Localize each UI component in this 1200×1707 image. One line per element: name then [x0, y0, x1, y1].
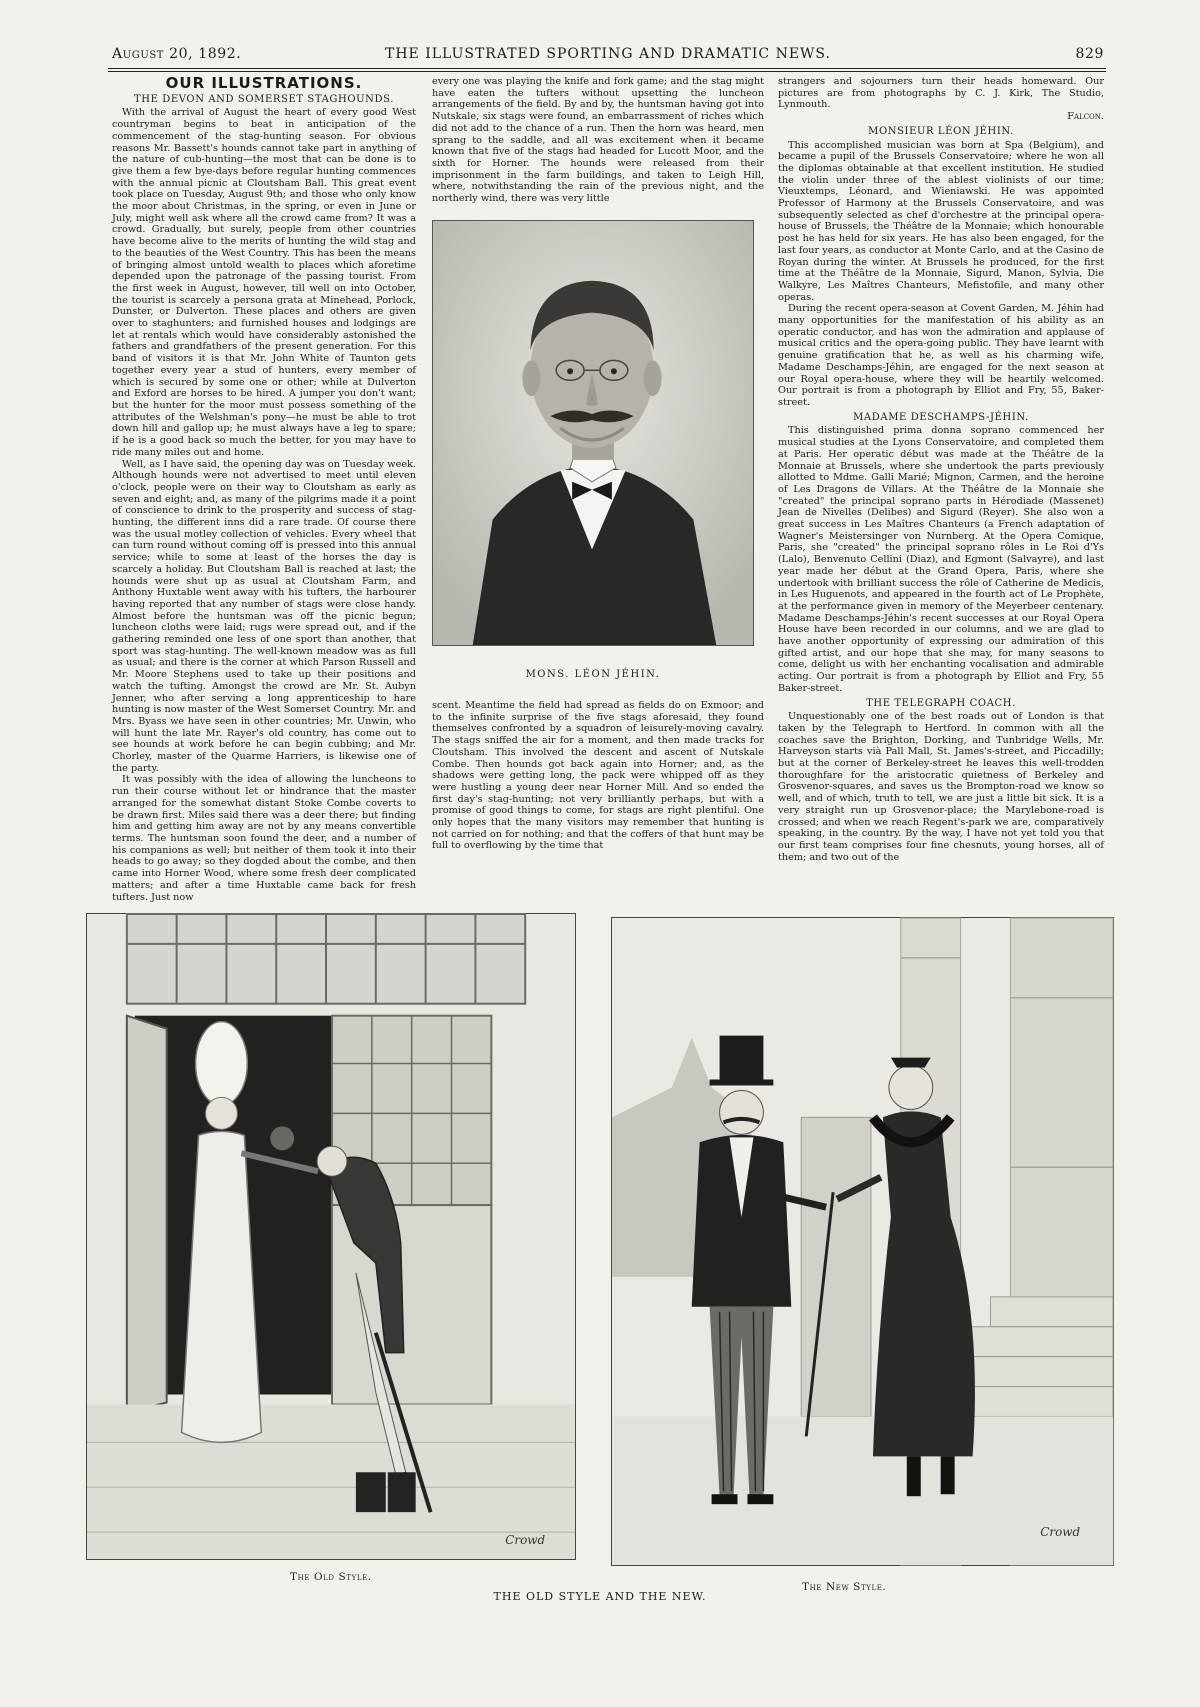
- portrait-leon-jehin: [432, 220, 754, 646]
- column-1: [112, 74, 416, 903]
- page-header: [112, 46, 1104, 68]
- caption-new-style: The New Style.: [802, 1581, 887, 1593]
- paragraph: Well, as I have said, the opening day was on Tuesday week. Although hounds were not advertised to meet until eleven o'clock, people were on their way to Cloutsham as early as seven and eight; and, as many of the pilgrims made it a point of conscience to drink to the prosperity and success of stag-hunting, the different inns did a rare trade. Of course there was the usual motley collection of vehicles. Every wheel that can turn round without coming off is pressed into this annual service; while to some at least of the horses the day is scarcely a holiday. But Cloutsham Ball is reached at last; the hounds were shut up as usual at Cloutsham Farm, and Anthony Huxtable went away with his tufters, the harbourer having reported that any number of stags were close handy. Almost before the huntsman was off the picnic begun; luncheon cloths were laid; rugs were spread out, and if the gathering reminded one less of one sport than another, that sport was stag-hunting. The well-known meadow was as full as usual; and there is the corner at which Parson Russell and Mr. Moore Stephens used to take up their positions and watch the tufting. Amongst the crowd are Mr. St. Aubyn Jenner, who after serving a long apprenticeship to hare hunting is now master of the West Somerset Country. Mr. and Mrs. Byass we have seen in other countries; Mr. Unwin, who will hunt the late Mr. Rayer's old country, has come out to see hounds at work before he can begin cubbing; and Mr. Chorley, master of the Quarme Harriers, is likewise one of the party.: [112, 458, 416, 774]
- new-style-drawing: [612, 918, 1113, 1565]
- paragraph: strangers and sojourners turn their heads homeward. Our pictures are from photographs by C. J. Kirk, The Studio, Lynmouth.: [778, 76, 1104, 111]
- old-style-drawing: [87, 914, 575, 1559]
- artist-signature-new: Crowd: [1040, 1525, 1081, 1540]
- portrait-caption: MONS. LÉON JÉHIN.: [525, 669, 661, 680]
- issue-date: August 20, 1892.: [112, 46, 242, 62]
- article-heading-deschamps: MADAME DESCHAMPS-JÉHIN.: [853, 411, 1029, 423]
- paragraph: It was possibly with the idea of allowing the luncheons to run their course without let or hindrance that the master arranged for the somewhat distant Stoke Combe coverts to be drawn first. Miles said there was a deer there; but finding him and getting him away are not by any means convertible terms. The huntsman soon found the deer, and a number of his companions as well; but neither of them took it into their heads to go away; so they dogded about the combe, and then came into Horner Wood, where some fresh deer complicated matters; and after a time Huxtable came back for fresh tufters. Just now: [112, 774, 416, 903]
- paragraph: With the arrival of August the heart of every good West countryman begins to beat in anticipation of the commencement of the stag-hunting season. For obvious reasons Mr. Bassett's hounds cannot take part in anything of the nature of cub-hunting—the most that can be done is to give them a few bye-days before regular hunting commences with the annual picnic at Cloutsham Ball. This great event took place on Tuesday, August 9th; and those who only know the moor about Christmas, in the spring, or even in June or July, might well ask where all the crowd came from? It was a crowd. Gradually, but surely, people from other countries have become alive to the merits of hunting the wild stag and to the beauties of the West Country. This has been the means of bringing almost untold wealth to places which aforetime depended upon the patronage of the passing tourist. From the first week in August, however, till well on into October, the tourist is scarcely a persona grata at Minehead, Porlock, Dunster, or Dulverton. These places and others are given over to staghunters; and furnished houses and lodgings are let at rentals which would have considerably astonished the fathers and grandfathers of the present generation. For this band of visitors it is that Mr. John White of Taunton gets together every year a stud of hunters, every member of which is secured by some one or other; while at Dulverton and Exford are horses to be hired. A jumper you don't want; but the hunter for the moor must possess something of the attributes of the Welshman's pony—he must be able to trot down hill and gallop up; he must always have a leg to spare; if he is a good back so much the better, for you may have to ride many miles out and home.: [112, 107, 416, 458]
- page-number: 829: [1075, 46, 1104, 62]
- artist-signature-old: Crowd: [505, 1533, 546, 1548]
- column-2-top: [432, 76, 764, 206]
- paragraph: This accomplished musician was born at Spa (Belgium), and became a pupil of the Brussels Conservatoire; where he won all the diplomas obtainable at that excellent institution. He studied the violin under three of the ablest violinists of our time; Vieuxtemps, Léonard, and Wieniawski. He was appointed Professor of Harmony at the Brussels Conservatoire, and was subsequently selected as chef d'orchestre at the principal opera-house of Brussels, the Théâtre de la Monnaie; which honourable post he has held for six years. He has also been engaged, for the last four years, as conductor at Monte Carlo, and at the Casino de Royan during the winter. At Brussels he produced, for the first time at the Théâtre de la Monnaie, Sigurd, Manon, Sylvia, Die Walkyre, Les Maîtres Chanteurs, Mefistofile, and many other operas.: [778, 139, 1104, 303]
- portrait-image: [433, 221, 753, 645]
- column-3: [778, 76, 1104, 862]
- article-heading-telegraph-coach: THE TELEGRAPH COACH.: [866, 697, 1016, 709]
- main-illustration-caption: THE OLD STYLE AND THE NEW.: [493, 1590, 707, 1603]
- column-2-bottom: [432, 700, 764, 862]
- illustration-new-style: [611, 917, 1114, 1566]
- article-heading-jehin: MONSIEUR LÉON JÉHIN.: [868, 125, 1014, 137]
- author-signature: Falcon.: [1067, 111, 1104, 123]
- paragraph: scent. Meantime the field had spread as fields do on Exmoor; and to the infinite surprise of the five stags aforesaid, they found themselves confronted by a squadron of leisurely-moving cavalry. The stags sniffed the air for a moment, and then made tracks for Cloutsham. This involved the descent and ascent of Nutskale Combe. Then hounds got back again into Horner; and, as the shadows were getting long, the pack were whipped off as they were hustling a young deer near Horner Mill. And so ended the first day's stag-hunting; not very brilliantly perhaps, but with a promise of good things to come, for stags are right plentiful. One only hopes that the many visitors may remember that hunting is not carried on for nothing; and that the coffers of that hunt may be full to overflowing by the time that: [432, 700, 764, 852]
- section-title: OUR ILLUSTRATIONS.: [165, 74, 363, 92]
- caption-old-style: The Old Style.: [290, 1571, 372, 1583]
- paragraph: Unquestionably one of the best roads out of London is that taken by the Telegraph to Hertford. In common with all the coaches save the Brighton, Dorking, and Tunbridge Wells, Mr. Harveyson starts vià Pall Mall, St. James's-street, and Piccadilly; but at the corner of Berkeley-street he leaves this well-trodden thoroughfare for the aristocratic quietness of Berkeley and Grosvenor-squares, and saves us the Brompton-road we know so well, and of which, truth to tell, we are just a little bit sick. It is a very straight run up Grosvenor-place; the Marylebone-road is crossed; and when we reach Regent's-park we are, comparatively speaking, in the country. By the way, I have not yet told you that our first team comprises four fine chesnuts, young horses, all of them; and two out of the: [778, 711, 1104, 863]
- header-rule: [108, 68, 1106, 72]
- illustration-old-style: [86, 913, 576, 1560]
- paragraph: During the recent opera-season at Covent Garden, M. Jéhin had many opportunities for the manifestation of his ability as an operatic conductor, and has won the admiration and applause of musical critics and the opera-going public. They have learnt with genuine gratification that he, as well as his charming wife, Madame Deschamps-Jéhin, are engaged for the next season at our Royal opera-house, where they will be heartily welcomed. Our portrait is from a photograph by Elliot and Fry, 55, Baker-street.: [778, 303, 1104, 408]
- article-heading-staghounds: THE DEVON AND SOMERSET STAGHOUNDS.: [133, 93, 394, 105]
- paragraph: every one was playing the knife and fork game; and the stag might have eaten the tufters without upsetting the luncheon arrangements of the field. By and by, the huntsman having got into Nutskale, six stags were found, an embarrassment of riches which did not add to the chance of a run. Then the horn was heard, men sprang to the saddle, and all was excitement when it became known that five of the stags had headed for Lucott Moor, and the sixth for Horner. The hounds were released from their imprisonment in the farm buildings, and taken to Leigh Hill, where, notwithstanding the rain of the previous night, and the northerly wind, there was very little: [432, 76, 764, 205]
- publication-title: THE ILLUSTRATED SPORTING AND DRAMATIC NEWS.: [385, 46, 831, 62]
- paragraph: This distinguished prima donna soprano commenced her musical studies at the Lyons Conservatoire, and completed them at Paris. Her operatic début was made at the Théâtre de la Monnaie at Brussels, where she undertook the parts previously allotted to Mdme. Galli Marié; Mignon, Carmen, and the heroine of Les Dragons de Villars. At the Théâtre de la Monnaie she "created" the principal soprano parts in Hérodiade (Massenet) Jean de Nivelles (Delibes) and Sigurd (Reyer). She also won a great success in Les Maîtres Chanteurs (a French adaptation of Wagner's Meistersinger von Nurnberg. At the Opera Comique, Paris, she "created" the principal soprano rôles in Le Roi d'Ys (Lalo), Benvenuto Cellini (Diaz), and Egmont (Salvayre), and last year made her début at the Grand Opera, Paris, where she undertook with brilliant success the rôle of Catherine de Medicis, in Les Huguenots, and appeared in the fourth act of Le Prophète, at the performance given in memory of the Meyerbeer centenary. Madame Deschamps-Jéhin's recent successes at our Royal Opera House have been recorded in our columns, and we are glad to have another opportunity of expressing our admiration of this gifted artist, and our hope that she may, for many seasons to come, delight us with her enchanting vocalisation and admirable acting. Our portrait is from a photograph by Elliot and Fry, 55 Baker-street.: [778, 425, 1104, 694]
